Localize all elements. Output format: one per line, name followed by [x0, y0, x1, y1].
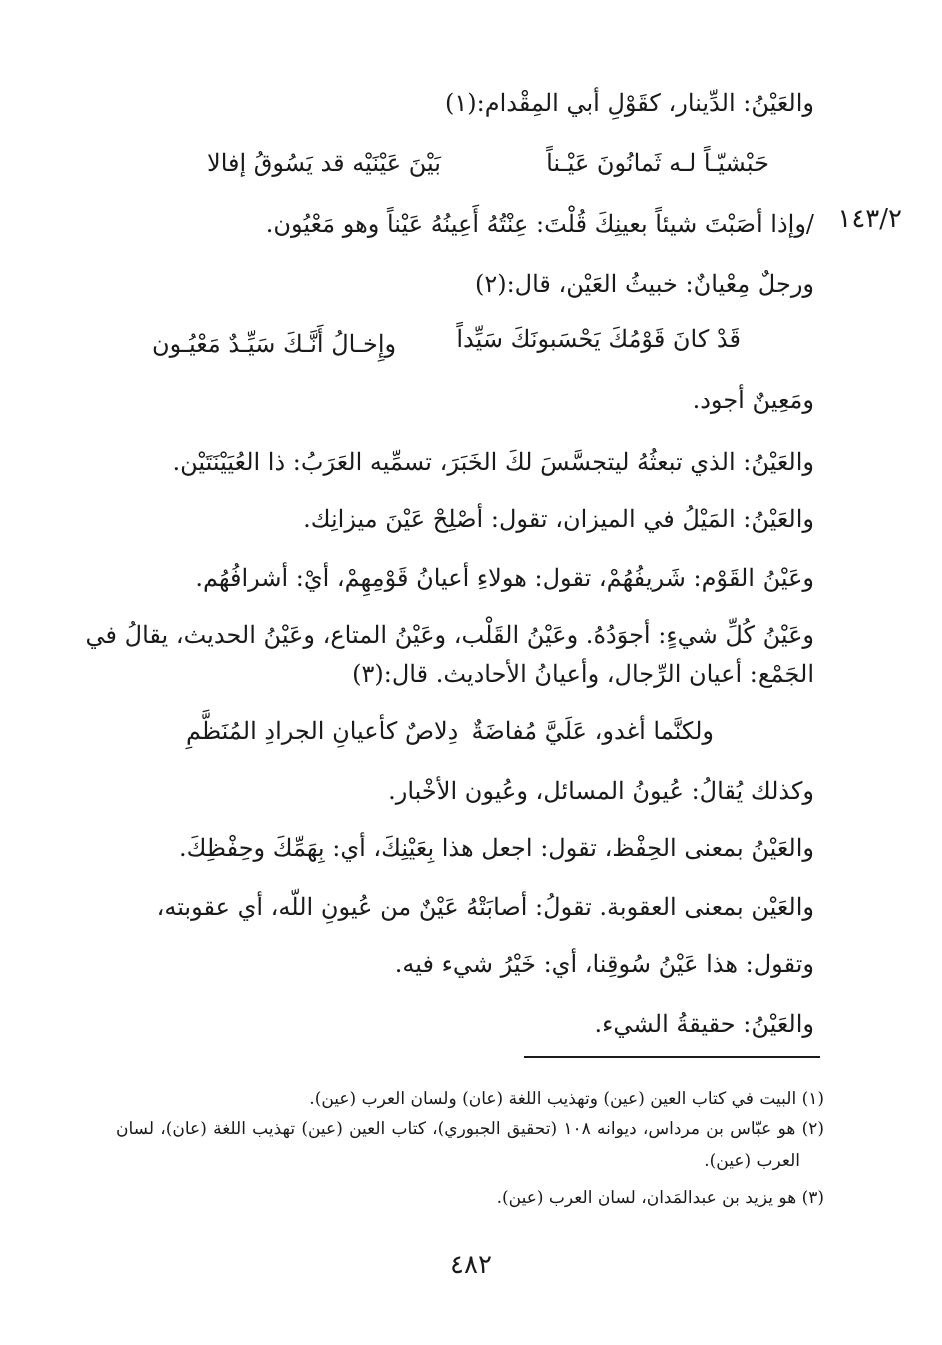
text-line-4: ومَعِينٌ أجود. — [692, 386, 814, 414]
verse-3-first-hemistich: ولكنَّما أغدو، عَلَيَّ مُفاضَةٌ — [471, 717, 714, 745]
text-line-7: وعَيْنُ القَوْم: شَريفُهُمْ، تقول: هولاءِ أعيانُ قَوْمِهِمْ، أيْ: أشرافُهُم. — [195, 564, 814, 592]
footnote-2-line-1: (٢) هو عبّاس بن مرداس، ديوانه ١٠٨ (تحقيق الجبوري)، كتاب العين (عين) تهذيب اللغة (عان)، لسان — [116, 1119, 824, 1139]
text-line-9: الجَمْع: أعيان الرِّجال، وأعيانُ الأحاديث. قال:(٣) — [352, 660, 814, 688]
footnote-2-line-2: العرب (عين). — [704, 1151, 800, 1171]
text-line-8: وعَيْنُ كُلِّ شيءٍ: أجوَدُهُ. وعَيْنُ القَلْب، وعَيْنُ المتاع، وعَيْنُ الحديث، يقالُ في — [85, 621, 814, 649]
text-line-11: والعَيْنُ بمعنى الحِفْظ، تقول: اجعل هذا بِعَيْنِكَ، أي: بِهَمِّكَ وحِفْظِكَ. — [179, 834, 814, 862]
footnote-1: (١) البيت في كتاب العين (عين) وتهذيب اللغة (عان) ولسان العرب (عين). — [309, 1089, 824, 1109]
margin-reference: ١٤٣/٢ — [837, 204, 902, 234]
verse-3-second-hemistich: دِلاصٌ كأعيانِ الجرادِ المُنَظَّمِ — [186, 717, 459, 745]
verse-1-first-hemistich: حَبْشيّـاً لـه ثَمانُونَ عَيْـناً — [546, 149, 769, 177]
footnote-3: (٣) هو يزيد بن عبدالمَدان، لسان العرب (عين). — [496, 1188, 824, 1208]
text-line-10: وكذلك يُقالُ: عُيونُ المسائل، وعُيون الأخْبار. — [388, 777, 814, 805]
text-line-14: والعَيْنُ: حقيقةُ الشيء. — [594, 1010, 814, 1038]
page-number: ٤٨٢ — [450, 1250, 492, 1280]
text-line-2: /وإذا أصَبْتَ شيئاً بعينِكَ قُلْتَ: عِنْتُهُ أَعِينُهُ عَيْناً وهو مَعْيُون. — [265, 210, 814, 238]
text-line-12: والعَيْن بمعنى العقوبة. تقولُ: أصابَتْهُ عَيْنٌ من عُيونِ اللّه، أي عقوبته، — [156, 893, 814, 921]
text-line-6: والعَيْنُ: المَيْلُ في الميزان، تقول: أصْلِحْ عَيْنَ ميزانِك. — [303, 505, 814, 533]
footnote-separator — [524, 1056, 820, 1058]
verse-1-second-hemistich: بَيْنَ عَيْنَيْه قد يَسُوقُ إفالا — [207, 149, 441, 177]
verse-2-first-hemistich: قَدْ كانَ قَوْمُكَ يَحْسَبونَكَ سَيِّداً — [456, 325, 741, 353]
text-line-5: والعَيْنُ: الذي تبعثُهُ ليتجسَّسَ لكَ الخَبَرَ، تسمِّيه العَرَبُ: ذا العُيَيْنَتَيْن. — [172, 448, 814, 476]
text-line-1: والعَيْنُ: الدِّينار، كقَوْلِ أبي المِقْدام:(١) — [445, 89, 814, 117]
text-line-3: ورجلٌ مِعْيانٌ: خبيثُ العَيْن، قال:(٢) — [474, 270, 814, 298]
text-line-13: وتقول: هذا عَيْنُ سُوقِنا، أي: خَيْرُ شيء فيه. — [394, 950, 814, 978]
verse-2-second-hemistich: وإِخـالُ أَنَّـكَ سَيِّـدٌ مَعْيُـون — [152, 330, 397, 358]
